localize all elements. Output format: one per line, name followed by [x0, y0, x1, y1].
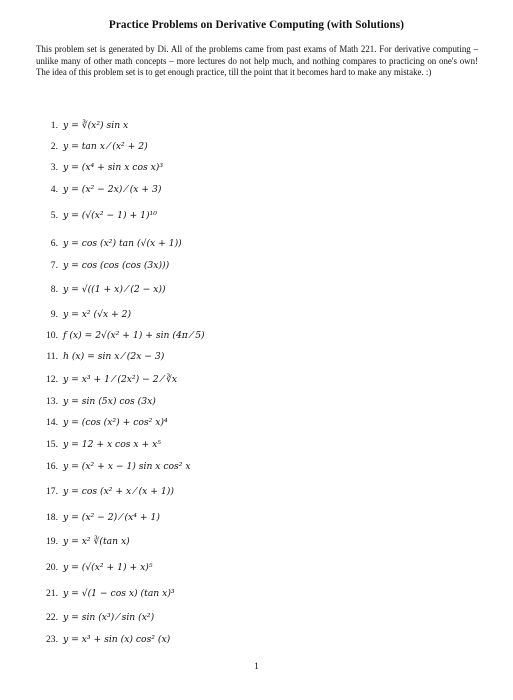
intro-paragraph: This problem set is generated by Di. All of the problems came from past exams of Math 221. For derivative computing – unlike many of other math concepts – more lectures do not help much, and nothing compares to practicing on one's own! The idea of this problem set is to get enough practice, till the point that it becomes hard to make any mistake. :)	[36, 44, 478, 78]
problem-number: 17.	[46, 485, 58, 497]
problem-expression: y = tan x ⁄ (x² + 2)	[63, 140, 148, 152]
problem-number: 3.	[50, 161, 58, 173]
problem-expression: y = (x² + x − 1) sin x cos² x	[63, 460, 191, 472]
problem-item	[36, 508, 160, 526]
problem-item	[36, 457, 191, 475]
problem-number: 7.	[50, 259, 58, 271]
problem-item	[36, 256, 169, 274]
problem-item	[36, 180, 161, 198]
problem-expression: y = x² (√x + 2)	[63, 308, 132, 320]
problem-number: 2.	[50, 140, 58, 152]
page-number: 1	[254, 662, 259, 672]
problem-number: 15.	[46, 438, 58, 450]
problem-expression: y = (√(x² + 1) + x)⁵	[63, 561, 153, 573]
problem-number: 8.	[50, 283, 58, 295]
problem-expression: y = 12 + x cos x + x⁵	[63, 438, 161, 450]
problem-number: 13.	[46, 395, 58, 407]
problem-expression: y = (√(x² − 1) + 1)¹⁰	[63, 209, 157, 221]
problem-number: 19.	[46, 535, 58, 547]
problem-item	[36, 206, 157, 224]
problem-expression: y = √((1 + x) ⁄ (2 − x))	[63, 283, 166, 295]
problem-number: 4.	[50, 183, 58, 195]
problem-number: 6.	[50, 237, 58, 249]
problem-expression: y = cos (x² + x ⁄ (x + 1))	[63, 485, 174, 497]
problem-number: 12.	[46, 373, 58, 385]
problem-expression: y = cos (x²) tan (√(x + 1))	[63, 237, 182, 249]
problem-expression: y = (x² − 2) ⁄ (x⁴ + 1)	[63, 511, 160, 523]
problem-expression: y = ∛(x²) sin x	[63, 119, 129, 131]
problem-item	[36, 305, 131, 323]
page-title: Practice Problems on Derivative Computing (with Solutions)	[108, 19, 405, 31]
problem-expression: y = x³ + sin (x) cos² (x)	[63, 633, 171, 645]
problem-item	[36, 608, 154, 626]
problem-number: 14.	[46, 416, 58, 428]
problem-number: 20.	[46, 561, 58, 573]
problem-number: 9.	[50, 308, 58, 320]
problem-expression: h (x) = sin x ⁄ (2x − 3)	[63, 350, 165, 362]
problem-item	[36, 558, 153, 576]
problem-item	[36, 370, 177, 388]
problem-item	[36, 584, 175, 602]
problem-number: 21.	[46, 587, 58, 599]
problem-expression: y = sin (x³) ⁄ sin (x²)	[63, 611, 155, 623]
problem-item	[36, 116, 128, 134]
problem-expression: y = √(1 − cos x) (tan x)³	[63, 587, 175, 599]
problem-item	[36, 347, 164, 365]
problem-expression: y = x² ∛(tan x)	[63, 535, 130, 547]
problem-item	[36, 280, 166, 298]
problem-expression: y = cos (cos (cos (3x)))	[63, 259, 170, 271]
problem-number: 22.	[46, 611, 58, 623]
problem-number: 11.	[46, 350, 58, 362]
problem-item	[36, 630, 170, 648]
problem-expression: f (x) = 2√(x² + 1) + sin (4π ⁄ 5)	[63, 329, 205, 341]
problem-item	[36, 392, 156, 410]
problem-expression: y = (x² − 2x) ⁄ (x + 3)	[63, 183, 162, 195]
problem-item	[36, 482, 174, 500]
problem-item	[36, 435, 161, 453]
problem-number: 10.	[46, 329, 58, 341]
problem-item	[36, 158, 163, 176]
problem-number: 16.	[46, 460, 58, 472]
problem-expression: y = (cos (x²) + cos² x)⁴	[63, 416, 168, 428]
problem-expression: y = x³ + 1 ⁄ (2x²) − 2 ⁄ ∛x	[63, 373, 178, 385]
problem-item	[36, 326, 205, 344]
problem-item	[36, 413, 168, 431]
problem-item	[36, 137, 148, 155]
problem-item	[36, 234, 182, 252]
problem-item	[36, 532, 130, 550]
problem-number: 23.	[46, 633, 58, 645]
problem-expression: y = (x⁴ + sin x cos x)³	[63, 161, 164, 173]
problem-expression: y = sin (5x) cos (3x)	[63, 395, 156, 407]
problem-number: 5.	[50, 209, 58, 221]
problem-number: 18.	[46, 511, 58, 523]
problem-number: 1.	[50, 119, 58, 131]
